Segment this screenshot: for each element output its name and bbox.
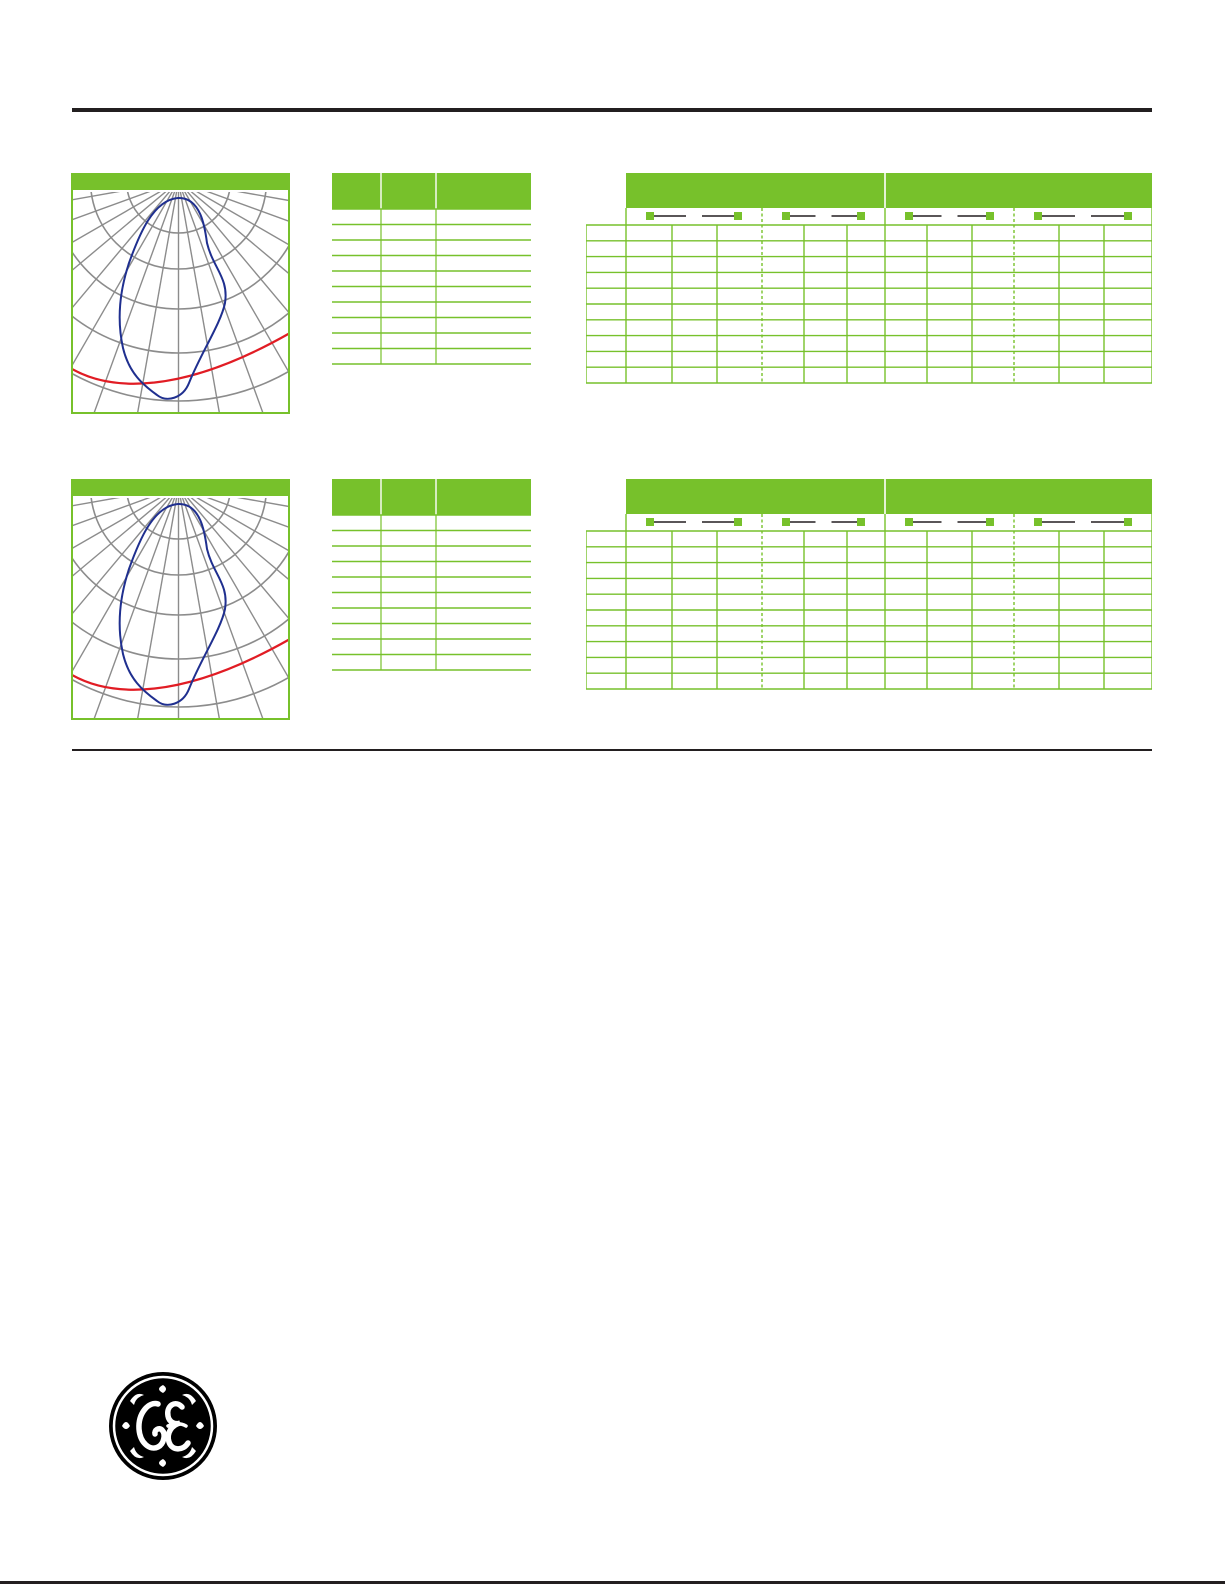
grid-ring	[71, 173, 290, 401]
polar-grid	[71, 173, 290, 414]
polar-grid	[71, 479, 290, 720]
detail-group-header	[626, 173, 1152, 208]
range-marker-start	[1034, 518, 1042, 526]
photometric-block-2	[0, 479, 1225, 729]
range-marker-start	[782, 518, 790, 526]
grid-spoke	[109, 181, 178, 414]
summary-header	[332, 173, 531, 209]
polar-header-bar	[71, 173, 290, 190]
range-marker-start	[646, 212, 654, 220]
grid-ring	[71, 173, 290, 353]
grid-spoke	[71, 487, 179, 556]
range-marker-start	[905, 212, 913, 220]
grid-spoke	[109, 487, 178, 720]
range-marker-end	[1124, 518, 1132, 526]
summary-table	[332, 479, 531, 689]
reference-arc	[72, 333, 290, 384]
range-marker-end	[1124, 212, 1132, 220]
reference-arc	[72, 639, 290, 690]
top-rule	[72, 108, 1152, 112]
detail-table	[586, 479, 1152, 691]
section-rule	[72, 749, 1152, 751]
photometric-block-1	[0, 173, 1225, 423]
range-marker-start	[782, 212, 790, 220]
detail-group-header	[626, 479, 1152, 514]
range-marker-end	[857, 518, 865, 526]
grid-spoke	[179, 487, 248, 720]
ge-monogram-logo	[108, 1371, 218, 1481]
range-marker-end	[857, 212, 865, 220]
grid-spoke	[179, 181, 248, 414]
detail-table	[586, 173, 1152, 385]
polar-header-bar	[71, 479, 290, 496]
range-marker-start	[646, 518, 654, 526]
grid-spoke	[71, 181, 179, 250]
range-marker-start	[1034, 212, 1042, 220]
range-marker-end	[734, 518, 742, 526]
polar-candela-plot	[71, 479, 290, 720]
grid-ring	[71, 479, 290, 707]
range-marker-end	[986, 212, 994, 220]
summary-table	[332, 173, 531, 383]
range-marker-start	[905, 518, 913, 526]
range-marker-end	[734, 212, 742, 220]
bottom-rule	[0, 1581, 1225, 1584]
range-marker-end	[986, 518, 994, 526]
polar-candela-plot	[71, 173, 290, 414]
grid-ring	[71, 479, 290, 659]
summary-header	[332, 479, 531, 515]
